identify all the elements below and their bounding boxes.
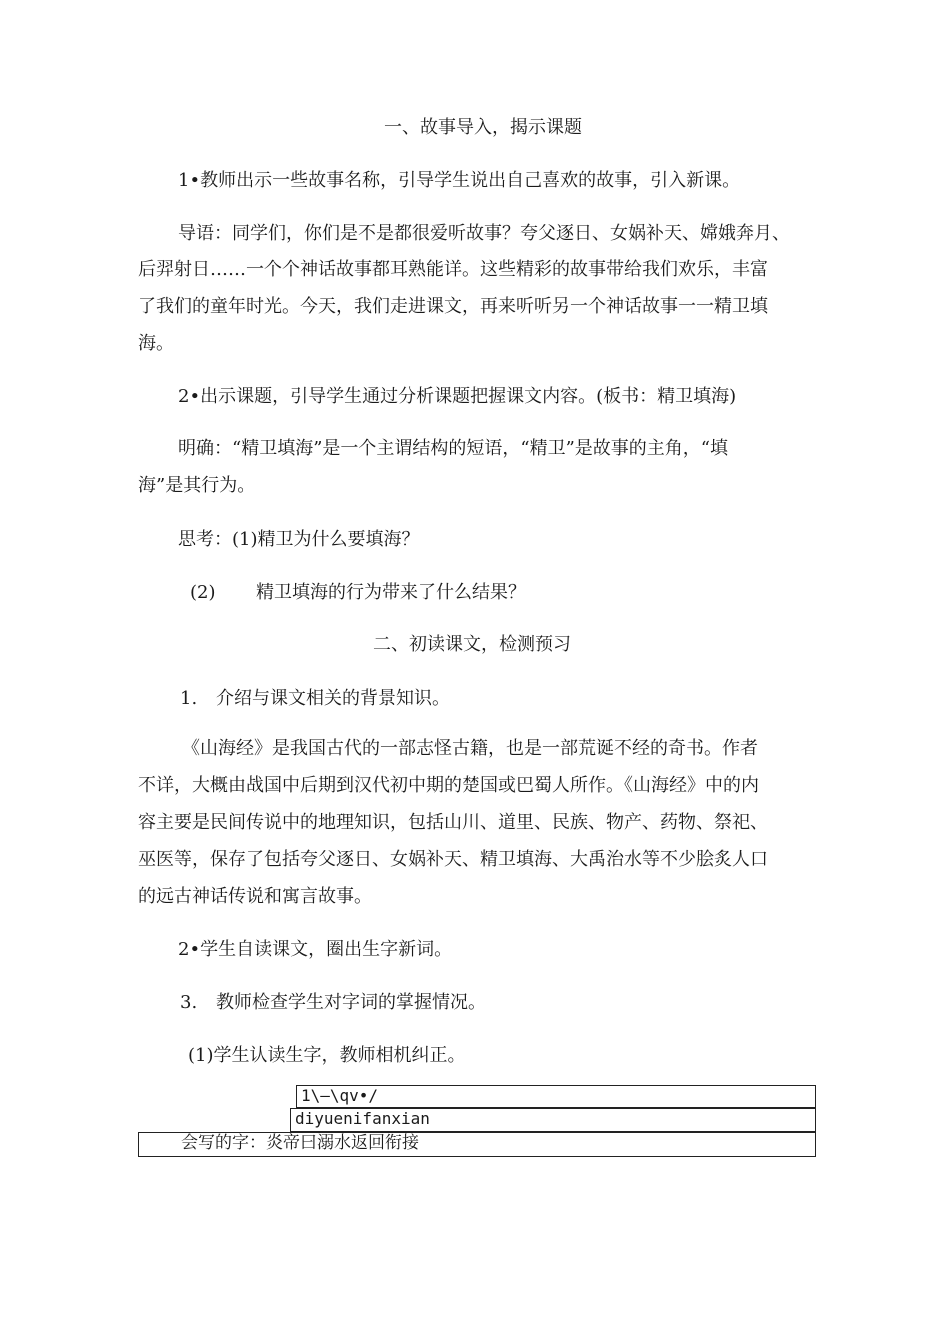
intro-line: 后羿射日……一个个神话故事都耳熟能详。这些精彩的故事带给我们欢乐，丰富 <box>138 259 768 280</box>
section2-item1-number: 1. <box>180 688 198 709</box>
section2-heading: 二、初读课文，检测预习 <box>373 634 571 655</box>
background-line: 容主要是民间传说中的地理知识，包括山川、道里、民族、物产、药物、祭祀、 <box>138 812 768 833</box>
section2-item1-text: 介绍与课文相关的背景知识。 <box>216 688 450 709</box>
section1-item1: 1•教师出示一些故事名称，引导学生说出自己喜欢的故事，引入新课。 <box>178 170 741 191</box>
background-line: 的远古神话传说和寓言故事。 <box>138 886 372 907</box>
clarify-line: 明确：“精卫填海”是一个主谓结构的短语，“精卫”是故事的主角，“填 <box>178 438 729 459</box>
background-line: 不详，大概由战国中后期到汉代初中期的楚国或巴蜀人所作。《山海经》中的内 <box>138 775 759 796</box>
think-question-1: 思考：(1)精卫为什么要填海？ <box>178 529 420 550</box>
table-row-pinyin-marks: 1\—\qv•/ <box>296 1085 816 1108</box>
background-line: 巫医等，保存了包括夸父逐日、女娲补天、精卫填海、大禹治水等不少脍炙人口 <box>138 849 768 870</box>
section2-item3-number: 3. <box>180 992 198 1013</box>
think-question-2-number: (2) <box>190 582 216 603</box>
clarify-line: 海”是其行为。 <box>138 475 256 496</box>
intro-line: 海。 <box>138 333 174 354</box>
section2-sub1: (1)学生认读生字，教师相机纠正。 <box>188 1045 466 1066</box>
table-row-writing-characters: 会写的字：炎帝曰溺水返回衔接 <box>138 1132 816 1157</box>
think-question-2-text: 精卫填海的行为带来了什么结果？ <box>256 582 526 603</box>
section1-heading: 一、故事导入，揭示课题 <box>384 117 582 138</box>
intro-line: 了我们的童年时光。今天，我们走进课文，再来听听另一个神话故事一一精卫填 <box>138 296 768 317</box>
table-row-pinyin: diyuenifanxian <box>290 1108 816 1132</box>
intro-line: 导语：同学们，你们是不是都很爱听故事？夸父逐日、女娲补天、嫦娥奔月、 <box>178 223 790 244</box>
section1-item2: 2•出示课题，引导学生通过分析课题把握课文内容。(板书：精卫填海) <box>178 386 737 407</box>
section2-item2: 2•学生自读课文，圈出生字新词。 <box>178 939 453 960</box>
background-line: 《山海经》是我国古代的一部志怪古籍，也是一部荒诞不经的奇书。作者 <box>182 738 758 759</box>
section2-item3-text: 教师检查学生对字词的掌握情况。 <box>216 992 486 1013</box>
